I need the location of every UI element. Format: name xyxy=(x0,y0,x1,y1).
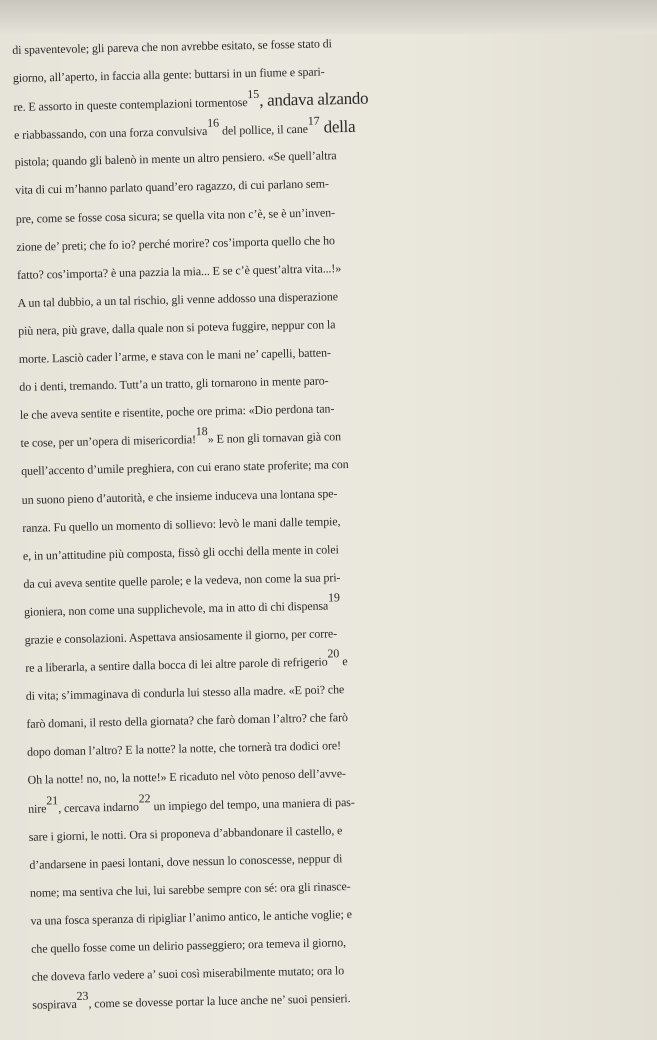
text-line: nome; ma sentiva che lui, lui sarebbe sempre con sé: ora gli rinasce- xyxy=(29,878,351,900)
text-line: quell’accento d’umile preghiera, con cui erano state proferite; ma con xyxy=(20,457,349,479)
text-line: re. E assorto in queste contemplazioni tormentose$^{15}$, andava alzando xyxy=(13,87,369,115)
text-line: più nera, più grave, dalla quale non si poteva fuggire, neppur con la xyxy=(18,317,336,338)
footnote-ref: 22 xyxy=(138,790,151,806)
footnote-ref: 15 xyxy=(247,87,260,102)
text-line: grazie e consolazioni. Aspettava ansiosamente il giorno, per corre- xyxy=(24,626,338,647)
text-line: di spaventevole; gli pareva che non avrebbe esitato, se fosse stato di xyxy=(12,36,332,57)
text-line: zione de’ preti; che fo io? perché morire? cos’importa quello che ho xyxy=(16,232,336,254)
text-line: e riabbassando, con una forza convulsiva$^{16}$ del pollice, il cane$^{17}$ della xyxy=(13,113,356,143)
text-line: dopo doman l’altro? E la notte? la notte, che tornerà tra dodici ore! xyxy=(26,738,342,760)
text-line: sospirava$^{23}$, come se dovesse portar la luce anche ne’ suoi pensieri. xyxy=(32,988,351,1012)
text-line: va una fosca speranza di ripigliar l’animo antico, le antiche voglie; e xyxy=(30,906,353,928)
text-line: di vita; s’immaginava di condurla lui stesso alla madre. «E poi? che xyxy=(25,682,345,704)
text-line: te cose, per un’opera di misericordia!$^{18}$» E non gli tornavan già con xyxy=(20,424,342,451)
text-line: giorno, all’aperto, in faccia alla gente: buttarsi in un fiume e spari- xyxy=(12,64,325,86)
text-line: ranza. Fu quello un momento di sollievo: levò le mani dalle tempie, xyxy=(22,513,341,535)
footnote-ref: 18 xyxy=(195,424,208,439)
footnote-ref: 16 xyxy=(206,115,220,131)
text-line: pistola; quando gli balenò in mente un altro pensiero. «Se quell’altra xyxy=(14,148,337,170)
text-line: e, in un’attitudine più composta, fissò gli occhi della mente in colei xyxy=(22,541,339,563)
footnote-ref: 19 xyxy=(327,590,340,605)
footnote-ref: 21 xyxy=(46,792,59,807)
text-line: un suono pieno d’autorità, e che insieme induceva una lontana spe- xyxy=(21,485,338,507)
text-line: d’andarsene in paesi lontani, dove nessun lo conoscesse, neppur di xyxy=(29,850,343,872)
text-line: sare i giorni, le notti. Ora si proponeva d’abbandonare il castello, e xyxy=(28,822,343,844)
text-line: che doveva farlo vedere a’ suoi così miserabilmente mutato; ora lo xyxy=(31,963,345,984)
text-line: le che aveva sentite e risentite, poche ore prima: «Dio perdona tan- xyxy=(19,401,335,423)
text-line: vita di cui m’hanno parlato quand’ero ragazzo, di cui parlano sem- xyxy=(15,176,329,198)
text-line: Oh la notte! no, no, la notte!» E ricaduto nel vòto penoso dell’avve- xyxy=(27,766,347,788)
text-line: pre, come se fosse cosa sicura; se quella vita non c’è, se è un’inven- xyxy=(15,204,336,226)
footnote-ref: 20 xyxy=(327,646,340,661)
text-line: morte. Lasciò cader l’arme, e stava con le mani ne’ capelli, batten- xyxy=(18,345,331,366)
footnote-ref: 23 xyxy=(76,988,89,1004)
page-text xyxy=(12,22,657,1019)
text-line: da cui aveva sentite quelle parole; e la vedeva, non come la sua pri- xyxy=(23,570,341,591)
text-line: nire$^{21}$, cercava indarno$^{22}$ un impiego del tempo, una maniera di pas- xyxy=(28,790,355,816)
text-line: farò domani, il resto della giornata? che farò doman l’altro? che farò xyxy=(26,710,349,732)
text-line: re a liberarla, a sentire dalla bocca di lei altre parole di refrigerio$^{20}$ e xyxy=(25,646,348,675)
text-line: A un tal dubbio, a un tal rischio, gli venne addosso una disperazione xyxy=(17,289,339,310)
footnote-ref: 17 xyxy=(307,113,320,129)
text-line: che quello fosse come un delirio passeggiero; ora temeva il giorno, xyxy=(30,935,347,956)
text-line: fatto? cos’importa? è una pazzia la mia... E se c’è quest’altra vita...!» xyxy=(16,260,342,282)
text-line: do i denti, tremando. Tutt’a un tratto, gli tornarono in mente paro- xyxy=(19,373,329,395)
text-line: gioniera, non come una supplichevole, ma in atto di chi dispensa$^{19}$ xyxy=(23,590,340,619)
